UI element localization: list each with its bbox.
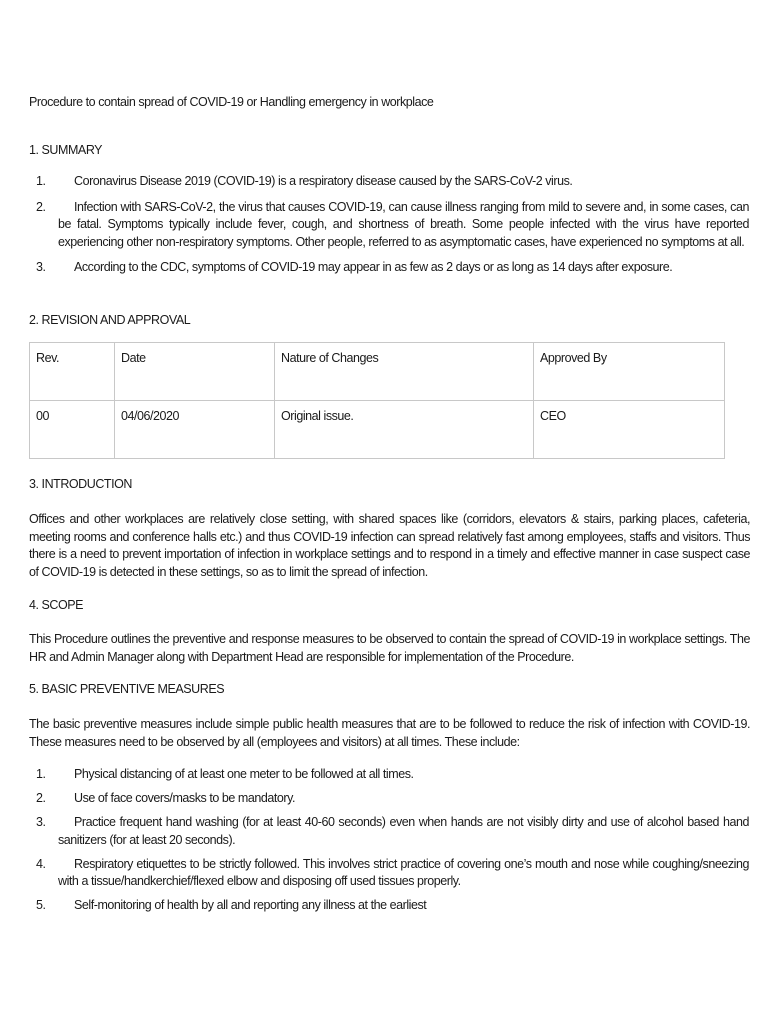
- preventive-heading: 5. BASIC PREVENTIVE MEASURES: [29, 682, 225, 696]
- list-number: 4.: [36, 856, 46, 871]
- list-number: 3.: [36, 259, 46, 274]
- list-number: 2.: [36, 200, 46, 215]
- list-item: [29, 199, 749, 251]
- list-item: [29, 856, 749, 890]
- document-title: Procedure to contain spread of COVID-19 or Handling emergency in workplace: [29, 95, 434, 109]
- column-header: Nature of Changes: [275, 343, 534, 401]
- table-header-row: [30, 343, 725, 401]
- introduction-paragraph: Offices and other workplaces are relatively close setting, with shared spaces like (corridors, elevators & stairs, parking places, cafeteria, meeting rooms and conference halls etc.) and thus COVID-19 infection can spread relatively fast among employees, staffs and visitors. Thus there is a need to prevent importation of infection in workplace settings and to respond in a timely and effective manner in case suspect case of COVID-19 is detected in these settings, so as to limit the spread of infection.: [29, 512, 750, 579]
- table-cell: Original issue.: [275, 401, 534, 459]
- revision-heading: 2. REVISION AND APPROVAL: [29, 313, 191, 327]
- introduction-heading: 3. INTRODUCTION: [29, 477, 132, 491]
- list-number: 1.: [36, 174, 46, 188]
- list-item: [29, 259, 749, 276]
- column-header: Date: [115, 343, 275, 401]
- list-text: Practice frequent hand washing (for at least 40-60 seconds) even when hands are not visibly dirty and use of alcohol based hand sanitizers (for at least 20 seconds).: [58, 815, 749, 847]
- list-item: [29, 173, 749, 190]
- list-text: Self-monitoring of health by all and reporting any illness at the earliest: [74, 898, 427, 913]
- table-cell: 00: [30, 401, 115, 459]
- revision-table: [29, 342, 725, 459]
- scope-paragraph: This Procedure outlines the preventive and response measures to be observed to contain the spread of COVID-19 in workplace settings. The HR and Admin Manager along with Department Head are responsible for implementation of the Procedure.: [29, 632, 750, 664]
- summary-list: [29, 173, 749, 276]
- table-row: [30, 401, 725, 459]
- preventive-paragraph: The basic preventive measures include simple public health measures that are to be followed to reduce the risk of infection with COVID-19. These measures need to be observed by all (employees and visitors) at all times. These include:: [29, 717, 750, 749]
- list-number: 3.: [36, 815, 46, 830]
- list-text: Coronavirus Disease 2019 (COVID-19) is a respiratory disease caused by the SARS-CoV-2 virus.: [74, 174, 573, 188]
- list-text: Respiratory etiquettes to be strictly followed. This involves strict practice of covering one’s mouth and nose while coughing/sneezing with a tissue/handkerchief/flexed elbow and disposing off used tissues properly.: [58, 856, 749, 889]
- list-text: Infection with SARS-CoV-2, the virus that causes COVID-19, can cause illness ranging from mild to severe and, in some cases, can be fatal. Symptoms typically include fever, cough, and shortness of breath. Some people infected with the virus have reported experiencing other non-respiratory symptoms. Other people, referred to as asymptomatic cases, have experienced no symptoms at all.: [58, 200, 749, 249]
- list-item: [29, 814, 749, 848]
- list-item: [29, 766, 749, 783]
- preventive-list: [29, 766, 749, 914]
- scope-heading: 4. SCOPE: [29, 598, 84, 612]
- list-number: 1.: [36, 767, 46, 781]
- list-item: [29, 790, 749, 807]
- list-number: 2.: [36, 791, 46, 806]
- list-text: According to the CDC, symptoms of COVID-19 may appear in as few as 2 days or as long as 14 days after exposure.: [74, 259, 673, 274]
- table-cell: CEO: [534, 401, 725, 459]
- column-header: Rev.: [30, 343, 115, 401]
- list-number: 5.: [36, 898, 46, 913]
- list-item: [29, 897, 749, 914]
- column-header: Approved By: [534, 343, 725, 401]
- summary-heading: 1. SUMMARY: [29, 143, 103, 157]
- table-cell: 04/06/2020: [115, 401, 275, 459]
- list-text: Use of face covers/masks to be mandatory.: [74, 791, 296, 806]
- list-text: Physical distancing of at least one meter to be followed at all times.: [74, 767, 414, 781]
